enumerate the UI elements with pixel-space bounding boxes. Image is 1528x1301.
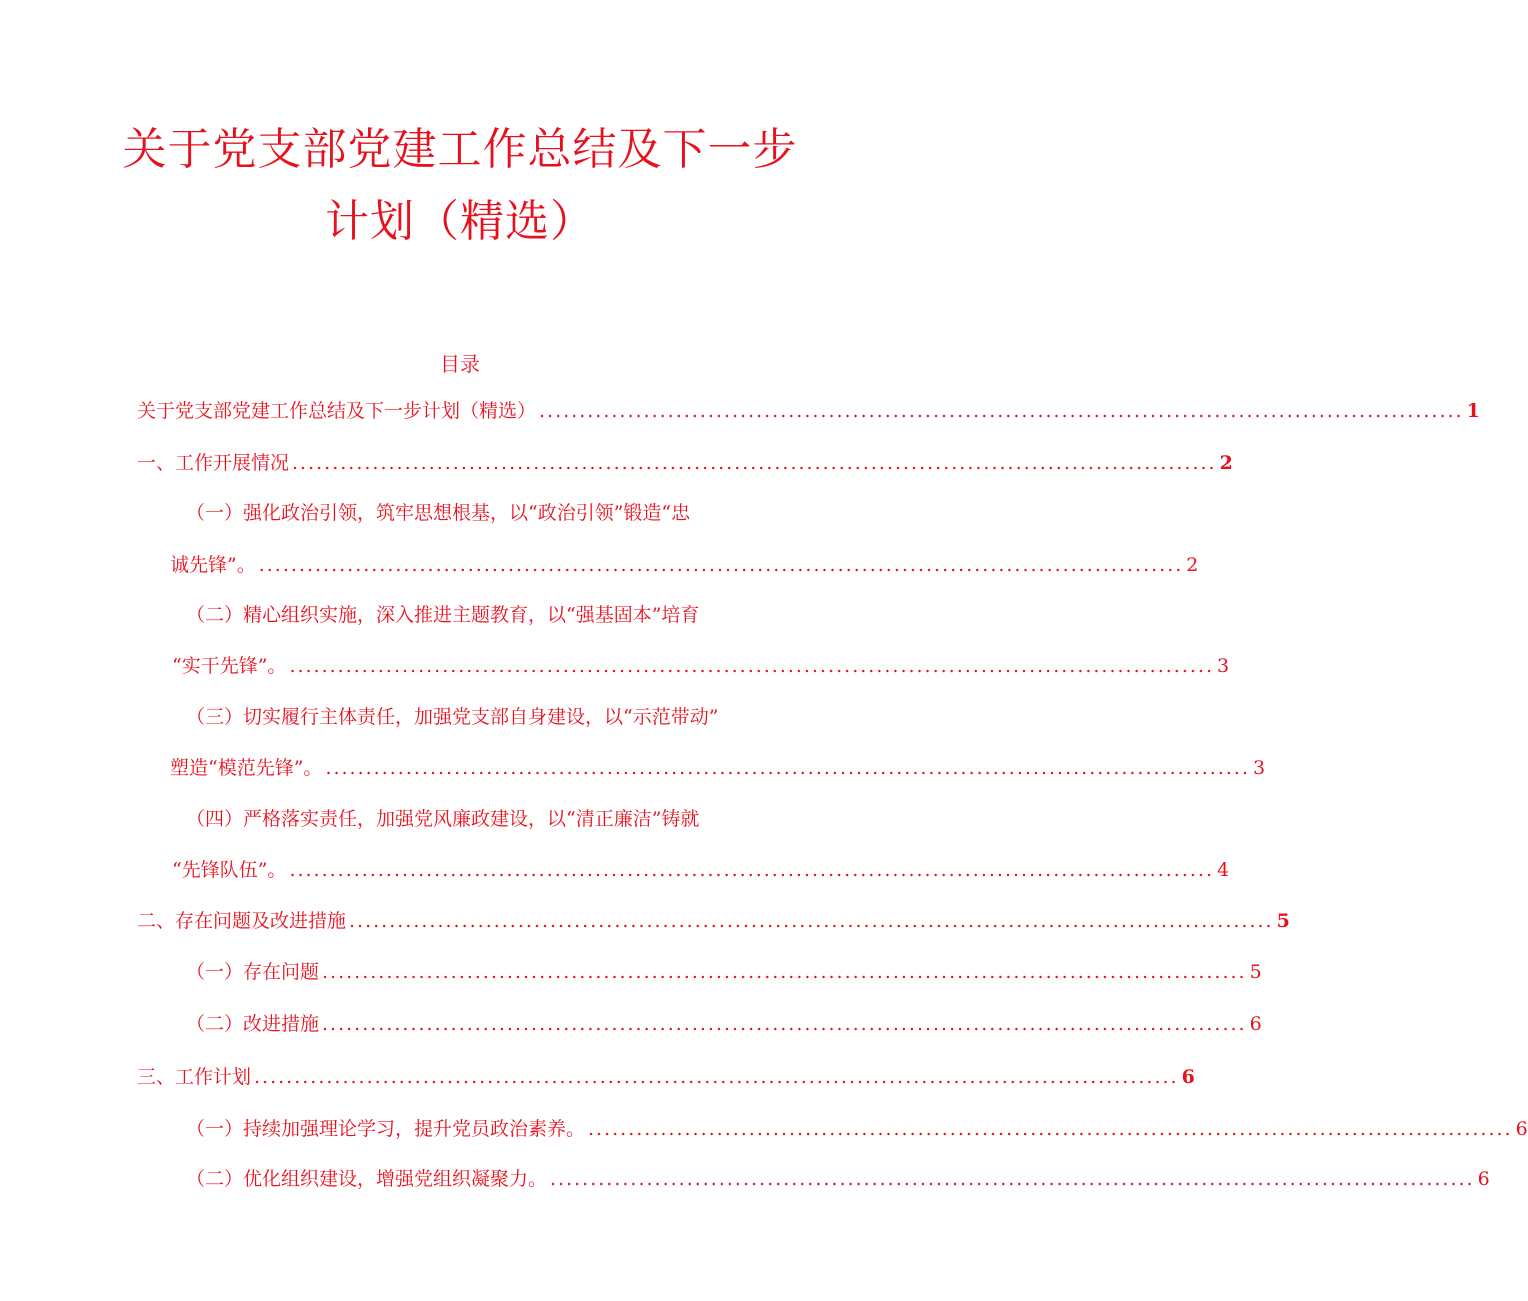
toc-entry-text: 三、工作计划 <box>137 1066 252 1088</box>
toc-entry-1-2[interactable] <box>172 655 1230 677</box>
toc-entry-2-1[interactable] <box>186 961 1262 983</box>
toc-entry-text: （一）持续加强理论学习，提升党员政治素养。 <box>186 1118 586 1140</box>
toc-page-number: 1 <box>1466 400 1480 422</box>
toc-page-number: 2 <box>1186 554 1199 576</box>
toc-leader-dots: ................................................................................................................... <box>258 554 1184 576</box>
toc-heading: 目录 <box>440 352 480 376</box>
toc-entry-section-2[interactable] <box>137 910 1290 932</box>
toc-entry-text: （二）改进措施 <box>186 1013 320 1035</box>
toc-entry-1-2-line-1[interactable]: （二）精心组织实施，深入推进主题教育，以“强基固本”培育 <box>186 604 700 626</box>
toc-page-number: 6 <box>1249 1013 1262 1035</box>
toc-entry-section-1[interactable] <box>137 452 1233 474</box>
document-title-line-1: 关于党支部党建工作总结及下一步 <box>122 124 798 175</box>
toc-entry-1-3[interactable] <box>170 757 1266 779</box>
toc-page-number: 6 <box>1181 1066 1195 1088</box>
toc-entry-text: 诚先锋”。 <box>170 554 256 576</box>
toc-entry-3-1[interactable] <box>186 1118 1528 1140</box>
toc-page-number: 6 <box>1515 1118 1528 1140</box>
toc-leader-dots: ................................................................................................................... <box>349 910 1274 932</box>
toc-leader-dots: ................................................................................................................... <box>292 452 1217 474</box>
toc-leader-dots: ................................................................................................................... <box>322 961 1247 983</box>
toc-page-number: 4 <box>1217 859 1230 881</box>
toc-entry-1-4-line-1[interactable]: （四）严格落实责任，加强党风廉政建设，以“清正廉洁”铸就 <box>186 808 700 830</box>
toc-page-number: 6 <box>1477 1168 1490 1190</box>
toc-entry-3-2[interactable] <box>186 1168 1490 1190</box>
toc-leader-dots: ................................................................................................................... <box>322 1013 1247 1035</box>
document-title-line-2: 计划（精选） <box>325 196 595 247</box>
toc-entry-text: 塑造“模范先锋”。 <box>170 757 323 779</box>
toc-leader-dots: ................................................................................................................... <box>289 859 1214 881</box>
toc-page-number: 3 <box>1217 655 1230 677</box>
toc-entry-text: 一、工作开展情况 <box>137 452 290 474</box>
toc-entry-title[interactable] <box>137 400 1480 422</box>
toc-leader-dots: ................................................................................................................... <box>539 400 1464 422</box>
toc-entry-2-2[interactable] <box>186 1013 1262 1035</box>
toc-entry-text: （二）优化组织建设，增强党组织凝聚力。 <box>186 1168 548 1190</box>
toc-page-number: 5 <box>1249 961 1262 983</box>
toc-entry-section-3[interactable] <box>137 1066 1195 1088</box>
toc-entry-1-3-line-1[interactable]: （三）切实履行主体责任，加强党支部自身建设，以“示范带动” <box>186 706 719 728</box>
toc-page-number: 5 <box>1276 910 1290 932</box>
toc-entry-text: （一）存在问题 <box>186 961 320 983</box>
toc-entry-1-1-line-1[interactable]: （一）强化政治引领，筑牢思想根基，以“政治引领”锻造“忠 <box>186 502 691 524</box>
toc-page-number: 3 <box>1253 757 1266 779</box>
toc-leader-dots: ................................................................................................................... <box>550 1168 1475 1190</box>
toc-entry-text: 关于党支部党建工作总结及下一步计划（精选） <box>137 400 537 422</box>
toc-page-number: 2 <box>1219 452 1233 474</box>
toc-entry-text: “实干先锋”。 <box>172 655 287 677</box>
toc-leader-dots: ................................................................................................................... <box>254 1066 1179 1088</box>
toc-entry-text: 二、存在问题及改进措施 <box>137 910 347 932</box>
toc-leader-dots: ................................................................................................................... <box>588 1118 1513 1140</box>
toc-leader-dots: ................................................................................................................... <box>289 655 1214 677</box>
toc-entry-1-1[interactable] <box>170 554 1199 576</box>
toc-leader-dots: ................................................................................................................... <box>325 757 1250 779</box>
toc-entry-1-4[interactable] <box>172 859 1230 881</box>
toc-entry-text: “先锋队伍”。 <box>172 859 287 881</box>
